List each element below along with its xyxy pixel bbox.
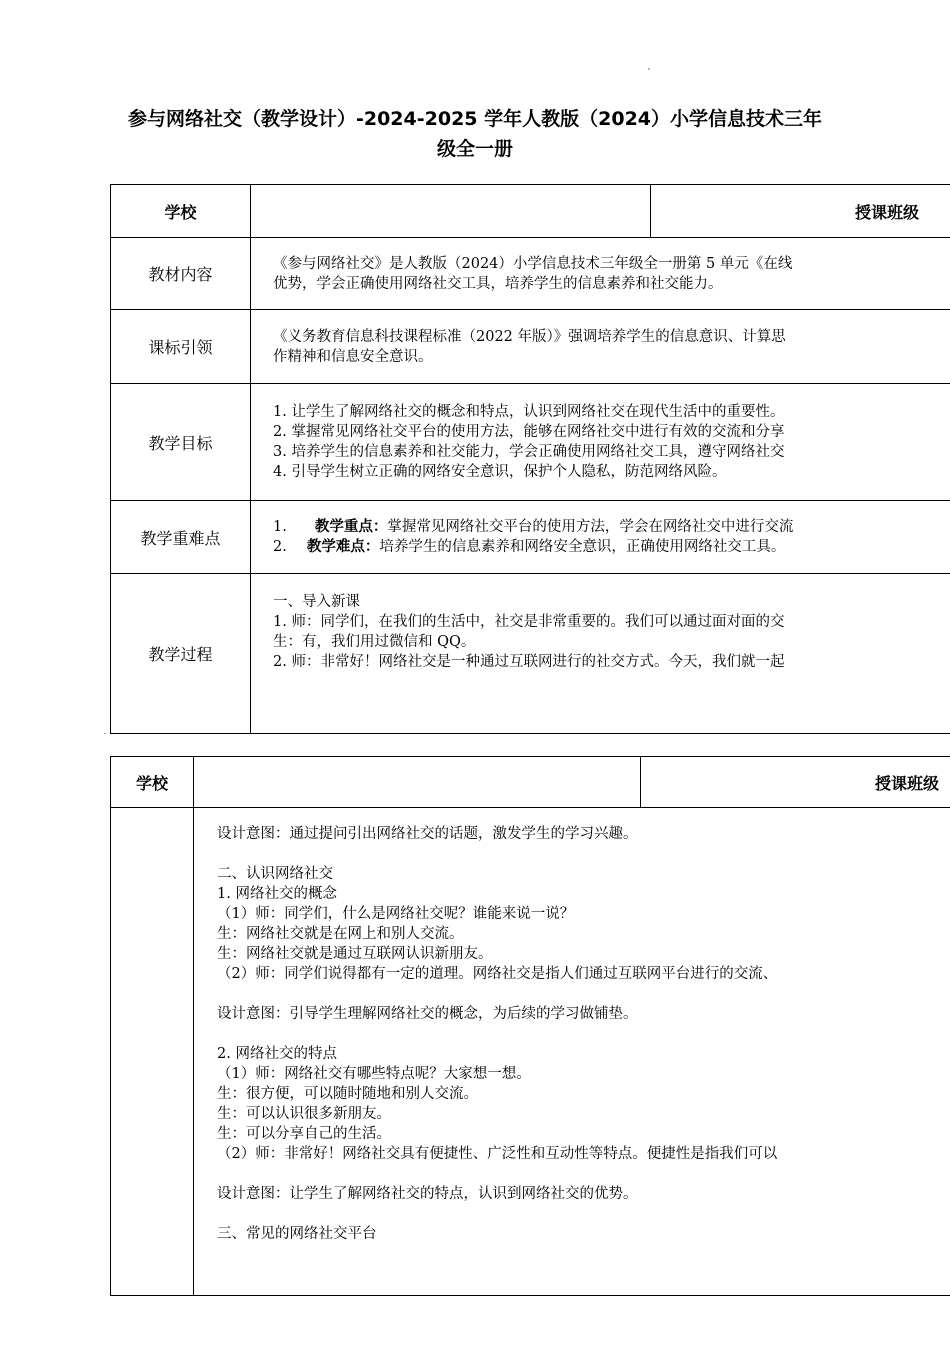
keypoints-row xyxy=(111,501,950,574)
goals-content xyxy=(251,384,950,501)
goal-item: 4. 引导学生树立正确的网络安全意识，保护个人隐私，防范网络风险。 xyxy=(273,464,727,480)
process-label: 教学过程 xyxy=(111,574,251,734)
difficult-point-heading: 教学难点： xyxy=(306,539,380,555)
goal-item: 2. 掌握常见网络社交平台的使用方法，能够在网络社交中进行有效的交流和分享 xyxy=(273,424,785,440)
dialogue-line: （2）师：同学们说得都有一定的道理。网络社交是指人们通过互联网平台进行的交流、 xyxy=(217,966,778,982)
dialogue-line: 生：网络社交就是在网上和别人交流。 xyxy=(217,926,464,942)
school-value xyxy=(251,185,651,238)
school-label: 学校 xyxy=(111,185,251,238)
class-label: 授课班级 xyxy=(651,185,950,238)
difficult-point-number: 2. xyxy=(273,539,287,555)
subsection-heading: 1. 网络社交的概念 xyxy=(217,886,337,902)
goals-label: 教学目标 xyxy=(111,384,251,501)
process-line: 1. 师：同学们，在我们的生活中，社交是非常重要的。我们可以通过面对面的交 xyxy=(273,614,785,630)
subsection-heading: 2. 网络社交的特点 xyxy=(217,1046,337,1062)
lesson-plan-table xyxy=(110,184,950,734)
key-point xyxy=(273,517,950,537)
process-line: 2. 师：非常好！网络社交是一种通过互联网进行的社交方式。今天，我们就一起 xyxy=(273,654,785,670)
material-line: 《参与网络社交》是人教版（2024）小学信息技术三年级全一册第 5 单元《在线 xyxy=(273,255,793,272)
material-label: 教材内容 xyxy=(111,238,251,310)
process-line: 生：有，我们用过微信和 QQ。 xyxy=(273,634,476,650)
keypoints-label: 教学重难点 xyxy=(111,501,251,574)
section-heading: 二、认识网络社交 xyxy=(217,866,333,882)
standard-row xyxy=(111,310,950,384)
keypoints-content xyxy=(251,501,950,574)
goals-row xyxy=(111,384,950,501)
continuation-header-row xyxy=(111,757,950,808)
standard-line: 作精神和信息安全意识。 xyxy=(273,348,433,365)
key-point-number: 1. xyxy=(273,519,287,535)
page-break-mark xyxy=(104,733,106,734)
title-line-1: 参与网络社交（教学设计）-2024-2025 学年人教版（2024）小学信息技术三年 xyxy=(127,108,823,130)
continuation-school-label: 学校 xyxy=(111,757,194,808)
standard-line: 《义务教育信息科技课程标准（2022 年版）》强调培养学生的信息意识、计算思 xyxy=(273,328,786,345)
design-intent: 设计意图：通过提问引出网络社交的话题，激发学生的学习兴趣。 xyxy=(217,826,638,842)
dialogue-line: 生：很方便，可以随时随地和别人交流。 xyxy=(217,1086,478,1102)
difficult-point xyxy=(273,537,950,557)
page-title xyxy=(60,104,890,164)
goal-item: 1. 让学生了解网络社交的概念和特点，认识到网络社交在现代生活中的重要性。 xyxy=(273,404,785,420)
key-point-text: 掌握常见网络社交平台的使用方法，学会在网络社交中进行交流 xyxy=(387,519,794,535)
standard-content xyxy=(251,310,950,384)
continuation-class-label: 授课班级 xyxy=(641,757,950,808)
design-intent: 设计意图：引导学生理解网络社交的概念，为后续的学习做铺垫。 xyxy=(217,1006,638,1022)
dialogue-line: 生：可以认识很多新朋友。 xyxy=(217,1106,391,1122)
dialogue-line: （1）师：网络社交有哪些特点呢？大家想一想。 xyxy=(217,1066,531,1082)
process-content xyxy=(251,574,950,734)
difficult-point-text: 培养学生的信息素养和网络安全意识，正确使用网络社交工具。 xyxy=(379,539,786,555)
key-point-heading: 教学重点： xyxy=(314,519,388,535)
dialogue-line: （1）师：同学们，什么是网络社交呢？谁能来说一说？ xyxy=(217,906,575,922)
continuation-body-row xyxy=(111,808,950,1296)
process-line: 一、导入新课 xyxy=(273,594,360,610)
page-mark xyxy=(648,68,650,70)
dialogue-line: 生：可以分享自己的生活。 xyxy=(217,1126,391,1142)
material-line: 优势，学会正确使用网络社交工具，培养学生的信息素养和社交能力。 xyxy=(273,275,723,292)
standard-label: 课标引领 xyxy=(111,310,251,384)
dialogue-line: （2）师：非常好！网络社交具有便捷性、广泛性和互动性等特点。便捷性是指我们可以 xyxy=(217,1146,778,1162)
section-heading: 三、常见的网络社交平台 xyxy=(217,1226,377,1242)
header-row xyxy=(111,185,950,238)
goal-item: 3. 培养学生的信息素养和社交能力，学会正确使用网络社交工具，遵守网络社交 xyxy=(273,444,785,460)
material-content xyxy=(251,238,950,310)
process-row xyxy=(111,574,950,734)
design-intent: 设计意图：让学生了解网络社交的特点，认识到网络社交的优势。 xyxy=(217,1186,638,1202)
continuation-school-value xyxy=(194,757,641,808)
dialogue-line: 生：网络社交就是通过互联网认识新朋友。 xyxy=(217,946,493,962)
title-line-2: 级全一册 xyxy=(436,138,513,160)
material-row xyxy=(111,238,950,310)
continuation-table xyxy=(110,756,950,1296)
continuation-content xyxy=(194,808,950,1296)
continuation-label-cell xyxy=(111,808,194,1296)
